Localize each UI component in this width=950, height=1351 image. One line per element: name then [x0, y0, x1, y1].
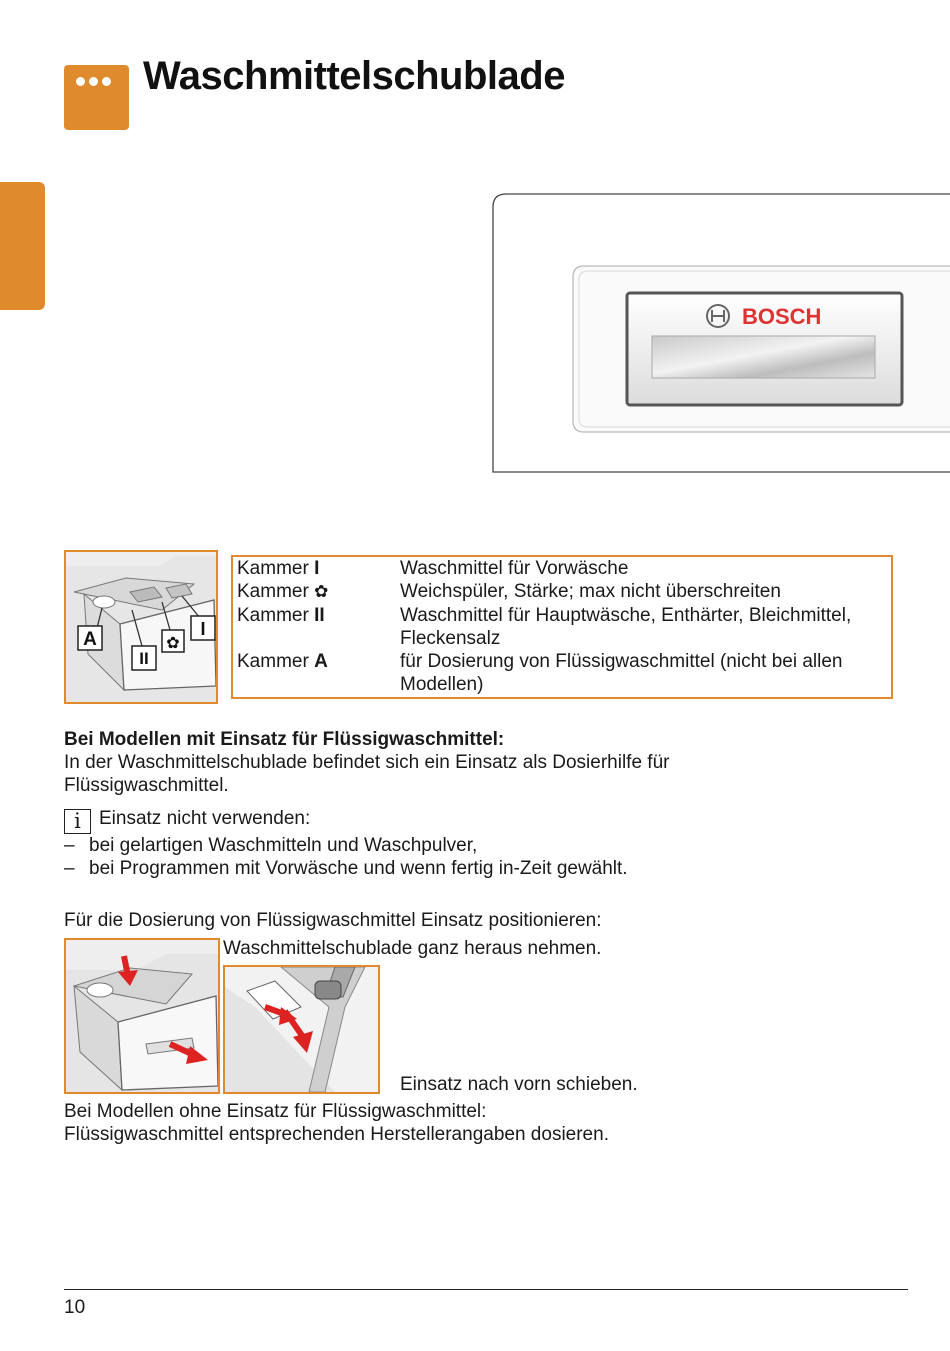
- footer-divider: [64, 1289, 908, 1290]
- list-item: – bei Programmen mit Vorwäsche und wenn fertig in-Zeit gewählt.: [64, 857, 824, 880]
- step-1-text: Waschmittelschublade ganz heraus nehmen.: [223, 938, 602, 959]
- liquid-section: [64, 728, 824, 880]
- drawer-removal-illustration: [64, 938, 220, 1094]
- liquid-intro: In der Waschmittelschublade befindet sich ein Einsatz als Dosierhilfe für Flüssigwaschmittel.: [64, 752, 670, 796]
- side-tab-marker: [0, 182, 45, 310]
- label-a: A: [83, 629, 97, 650]
- insert-slide-illustration: [223, 965, 380, 1094]
- brand-logo: BOSCH: [742, 304, 822, 329]
- no-insert-line-2: Flüssigwaschmittel entsprechenden Herstellerangaben dosieren.: [64, 1124, 609, 1145]
- label-one: I: [200, 619, 206, 639]
- page-number: 10: [64, 1297, 86, 1318]
- table-row: Kammer ✿ Weichspüler, Stärke; max nicht überschreiten: [237, 581, 781, 602]
- label-two: II: [139, 649, 149, 668]
- no-insert-line-1: Bei Modellen ohne Einsatz für Flüssigwaschmittel:: [64, 1101, 487, 1122]
- section-icon: [64, 65, 129, 130]
- table-row: Kammer II Waschmittel für Hauptwäsche, Enthärter, Bleichmittel, Fleckensalz: [237, 605, 852, 649]
- bullet-list: [64, 834, 824, 880]
- liquid-heading: Bei Modellen mit Einsatz für Flüssigwaschmittel:: [64, 729, 505, 750]
- flower-icon: ✿: [166, 633, 180, 652]
- flower-icon: ✿: [314, 582, 329, 602]
- table-row: Kammer A für Dosierung von Flüssigwaschmittel (nicht bei allen Modellen): [237, 651, 843, 695]
- no-insert-section: [64, 1100, 609, 1146]
- table-row: Kammer I Waschmittel für Vorwäsche: [237, 558, 629, 579]
- step-2-text: Einsatz nach vorn schieben.: [400, 1074, 638, 1095]
- page-title: Waschmittelschublade: [143, 54, 565, 98]
- positioning-intro: Für die Dosierung von Flüssigwaschmittel Einsatz positionieren:: [64, 910, 602, 931]
- three-dots-icon: [76, 77, 111, 86]
- drawer-chambers-illustration: [64, 550, 218, 704]
- info-note: i Einsatz nicht verwenden:: [64, 807, 824, 834]
- chamber-table: [231, 555, 893, 699]
- list-item: – bei gelartigen Waschmitteln und Waschpulver,: [64, 834, 824, 857]
- info-icon: i: [64, 809, 91, 834]
- control-panel-illustration: [492, 193, 950, 473]
